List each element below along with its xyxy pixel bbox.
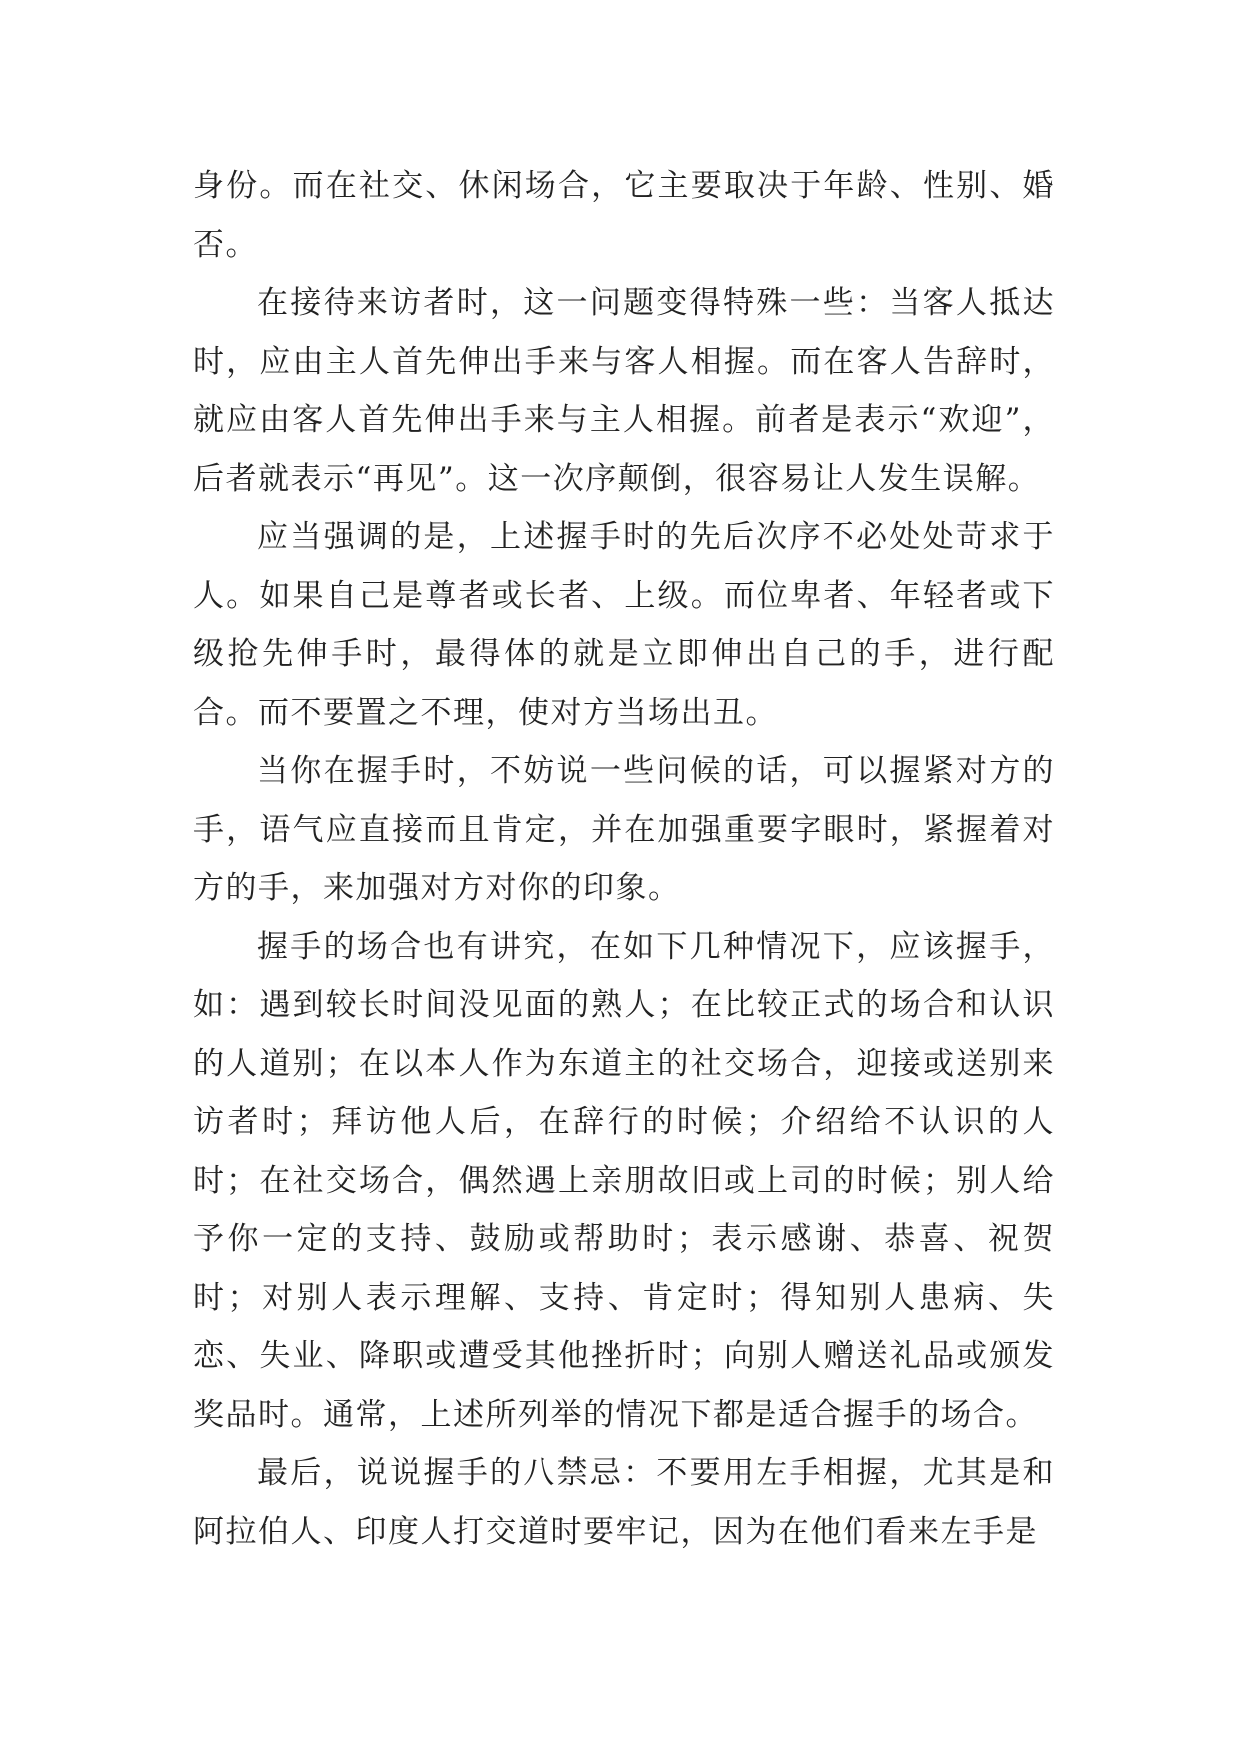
paragraph-1: 身份。而在社交、休闲场合，它主要取决于年龄、性别、婚否。 [193,168,1055,263]
paragraph-3: 应当强调的是，上述握手时的先后次序不必处处苛求于人。如果自己是尊者或长者、上级。而位卑者、年轻者或下级抢先伸手时，最得体的就是立即伸出自己的手，进行配合。而不要置之不理，使对方当场出丑。 [193,519,1055,731]
paragraph-2: 在接待来访者时，这一问题变得特殊一些：当客人抵达时，应由主人首先伸出手来与客人相握。而在客人告辞时，就应由客人首先伸出手来与主人相握。前者是表示“欢迎”，后者就表示“再见”。这一次序颠倒，很容易让人发生误解。 [193,285,1055,497]
paragraph-6: 最后，说说握手的八禁忌：不要用左手相握，尤其是和阿拉伯人、印度人打交道时要牢记，因为在他们看来左手是 [193,1455,1055,1550]
document-body [193,157,1055,1561]
paragraph-5: 握手的场合也有讲究，在如下几种情况下，应该握手，如：遇到较长时间没见面的熟人；在比较正式的场合和认识的人道别；在以本人作为东道主的社交场合，迎接或送别来访者时；拜访他人后，在辞行的时候；介绍给不认识的人时；在社交场合，偶然遇上亲朋故旧或上司的时候；别人给予你一定的支持、鼓励或帮助时；表示感谢、恭喜、祝贺时；对别人表示理解、支持、肯定时；得知别人患病、失恋、失业、降职或遭受其他挫折时；向别人赠送礼品或颁发奖品时。通常，上述所列举的情况下都是适合握手的场合。 [193,928,1055,1433]
paragraph-4: 当你在握手时，不妨说一些问候的话，可以握紧对方的手，语气应直接而且肯定，并在加强重要字眼时，紧握着对方的手，来加强对方对你的印象。 [193,753,1055,906]
